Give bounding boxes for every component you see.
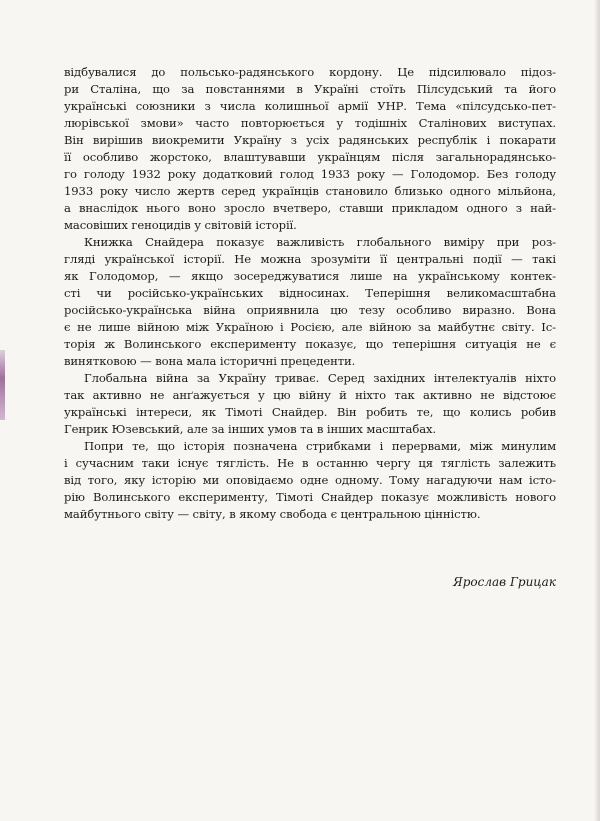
text-line: люрівської змови» часто повторюється у тодішніх Сталінових виступах. bbox=[64, 116, 556, 130]
text-line: майбутнього світу — світу, в якому свобода є центральною цінністю. bbox=[64, 507, 481, 521]
page-text bbox=[64, 64, 556, 523]
paragraph bbox=[64, 438, 556, 523]
text-line: так активно не анґажується у цю війну й ніхто так активно не відстоює bbox=[64, 388, 556, 402]
text-line: українські союзники з числа колишньої армії УНР. Тема «пілсудсько-пет- bbox=[64, 99, 556, 113]
text-line: її особливо жорстоко, влаштувавши українцям після загальнорадянсько- bbox=[64, 150, 556, 164]
text-line: є не лише війною між Україною і Росією, але війною за майбутнє світу. Іс- bbox=[64, 320, 556, 334]
text-line: го голоду 1932 року додатковий голод 1933 року — Голодомор. Без голоду bbox=[64, 167, 556, 181]
page-edge-shadow bbox=[594, 0, 600, 821]
text-line: Книжка Снайдера показує важливість глобального виміру при роз- bbox=[84, 235, 556, 249]
text-line: і сучасним таки існує тяглість. Не в останню чергу ця тяглість залежить bbox=[64, 456, 556, 470]
text-line: торія ж Волинського експерименту показує, що теперішня ситуація не є bbox=[64, 337, 556, 351]
text-line: ри Сталіна, що за повстаннями в Україні стоїть Пілсудський та його bbox=[64, 82, 556, 96]
text-line: як Голодомор, — якщо зосереджуватися лише на українському контек- bbox=[64, 269, 556, 283]
paragraph bbox=[64, 234, 556, 370]
paragraph bbox=[64, 64, 556, 234]
text-line: масовіших геноцидів у світовій історії. bbox=[64, 218, 297, 232]
text-line: винятковою — вона мала історичні прецеденти. bbox=[64, 354, 356, 368]
text-line: Глобальна війна за Україну триває. Серед західних інтелектуалів ніхто bbox=[84, 371, 556, 385]
page-edge-mark bbox=[0, 350, 5, 420]
text-line: Попри те, що історія позначена стрибками і перервами, між минулим bbox=[84, 439, 556, 453]
text-line: Він вирішив виокремити Україну з усіх радянських республік і покарати bbox=[64, 133, 556, 147]
paragraph bbox=[64, 370, 556, 438]
text-line: 1933 року число жертв серед українців становило близько одного мільйона, bbox=[64, 184, 556, 198]
text-line: російсько-українська війна оприявнила цю тезу особливо виразно. Вона bbox=[64, 303, 556, 317]
text-line: рію Волинського експерименту, Тімоті Снайдер показує можливість нового bbox=[64, 490, 556, 504]
text-line: гляді української історії. Не можна зрозуміти її центральні події — такі bbox=[64, 252, 556, 266]
text-line: Генрик Юзевський, але за інших умов та в інших масштабах. bbox=[64, 422, 437, 436]
text-line: від того, яку історію ми оповідаємо одне одному. Тому нагадуючи нам істо- bbox=[64, 473, 556, 487]
text-line: а внаслідок нього воно зросло вчетверо, ставши прикладом одного з най- bbox=[64, 201, 556, 215]
text-line: відбувалися до польсько-радянського кордону. Це підсилювало підоз- bbox=[64, 65, 556, 79]
author-signature: Ярослав Грицак bbox=[453, 575, 556, 589]
text-line: сті чи російсько-українських відносинах. Теперішня великомасштабна bbox=[64, 286, 556, 300]
text-line: українські інтереси, як Тімоті Снайдер. Він робить те, що колись робив bbox=[64, 405, 556, 419]
